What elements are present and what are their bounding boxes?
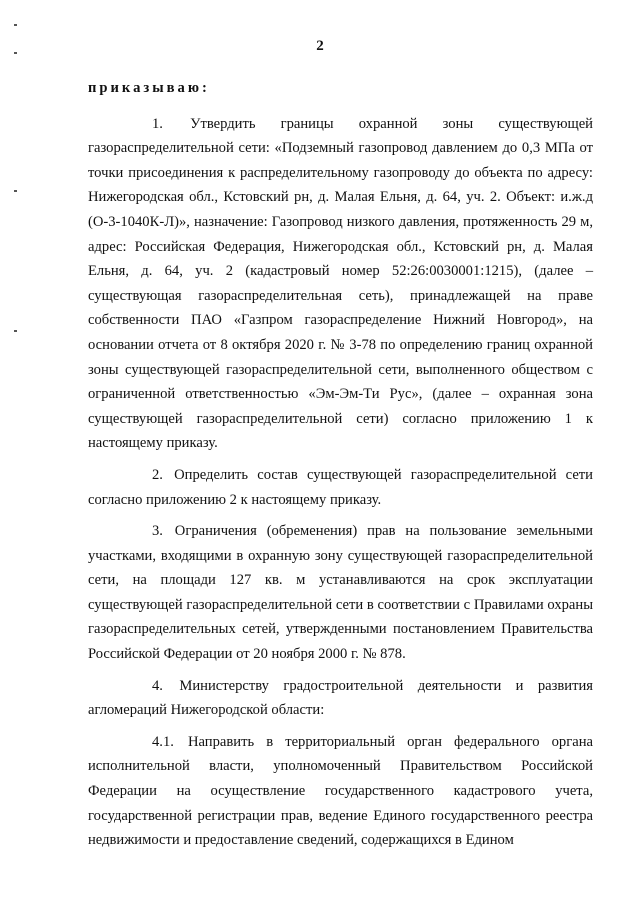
paragraph-number: 3. — [152, 523, 163, 540]
paragraph-number: 4.1. — [152, 733, 174, 750]
paragraph-text: Направить в территориальный орган федерального органа исполнительной власти, уполномоченный Правительством Российской Федерации на осуществление государственного кадастрового учета, государственной регистрации прав, ведение Единого государственного реестра недвижимости и предоставление сведений, содержащихся в Едином — [88, 733, 593, 849]
page-number: 2 — [316, 38, 324, 54]
paragraph-4 — [88, 674, 593, 723]
paragraph-2 — [88, 463, 593, 512]
paragraph-1 — [88, 112, 593, 456]
scan-margin-mark — [14, 330, 17, 332]
paragraph-4-1 — [88, 730, 593, 853]
scan-margin-mark — [14, 190, 17, 192]
scan-margin-mark — [14, 24, 17, 26]
paragraph-text: Утвердить границы охранной зоны существующей газораспределительной сети: «Подземный газопровод давлением до 0,3 МПа от точки присоединения к распределительному газопроводу до объекта по адресу: Нижегородская обл., Кстовский рн, д. Малая Ельня, д. 64, уч. 2. Объект: и.ж.д (О-3-1040К-Л)», назначение: Газопровод низкого давления, протяженность 29 м, адрес: Российская Федерация, Нижегородская обл., Кстовский рн, д. Малая Ельня, д. 64, уч. 2 (кадастровый номер 52:26:0030001:1215), (далее – существующая газораспределительная сеть), принадлежащей на праве собственности ПАО «Газпром газораспределение Нижний Новгород», на основании отчета от 8 октября 2020 г. № 3-78 по определению границ охранной зоны существующей газораспределительной сети, выполненного обществом с ограниченной ответственностью «Эм-Эм-Ти Рус», (далее – охранная зона существующей газораспределительной сети) согласно приложению 1 к настоящему приказу. — [88, 115, 593, 452]
paragraph-text: Определить состав существующей газораспределительной сети согласно приложению 2 к настоящему приказу. — [88, 466, 593, 508]
paragraph-3 — [88, 519, 593, 667]
paragraph-number: 1. — [152, 115, 163, 132]
paragraph-text: Ограничения (обременения) прав на пользование земельными участками, входящими в охранную зону существующей газораспределительной сети, на площади 127 кв. м устанавливаются на срок эксплуатации существующей газораспределительной сети в соответствии с Правилами охраны газораспределительных сетей, утвержденными постановлением Правительства Российской Федерации от 20 ноября 2000 г. № 878. — [88, 523, 593, 663]
paragraph-number: 2. — [152, 466, 163, 483]
document-body — [88, 76, 593, 860]
paragraph-text: Министерству градостроительной деятельности и развития агломераций Нижегородской области: — [88, 677, 593, 719]
order-heading: приказываю: — [88, 80, 210, 96]
paragraph-number: 4. — [152, 677, 163, 694]
